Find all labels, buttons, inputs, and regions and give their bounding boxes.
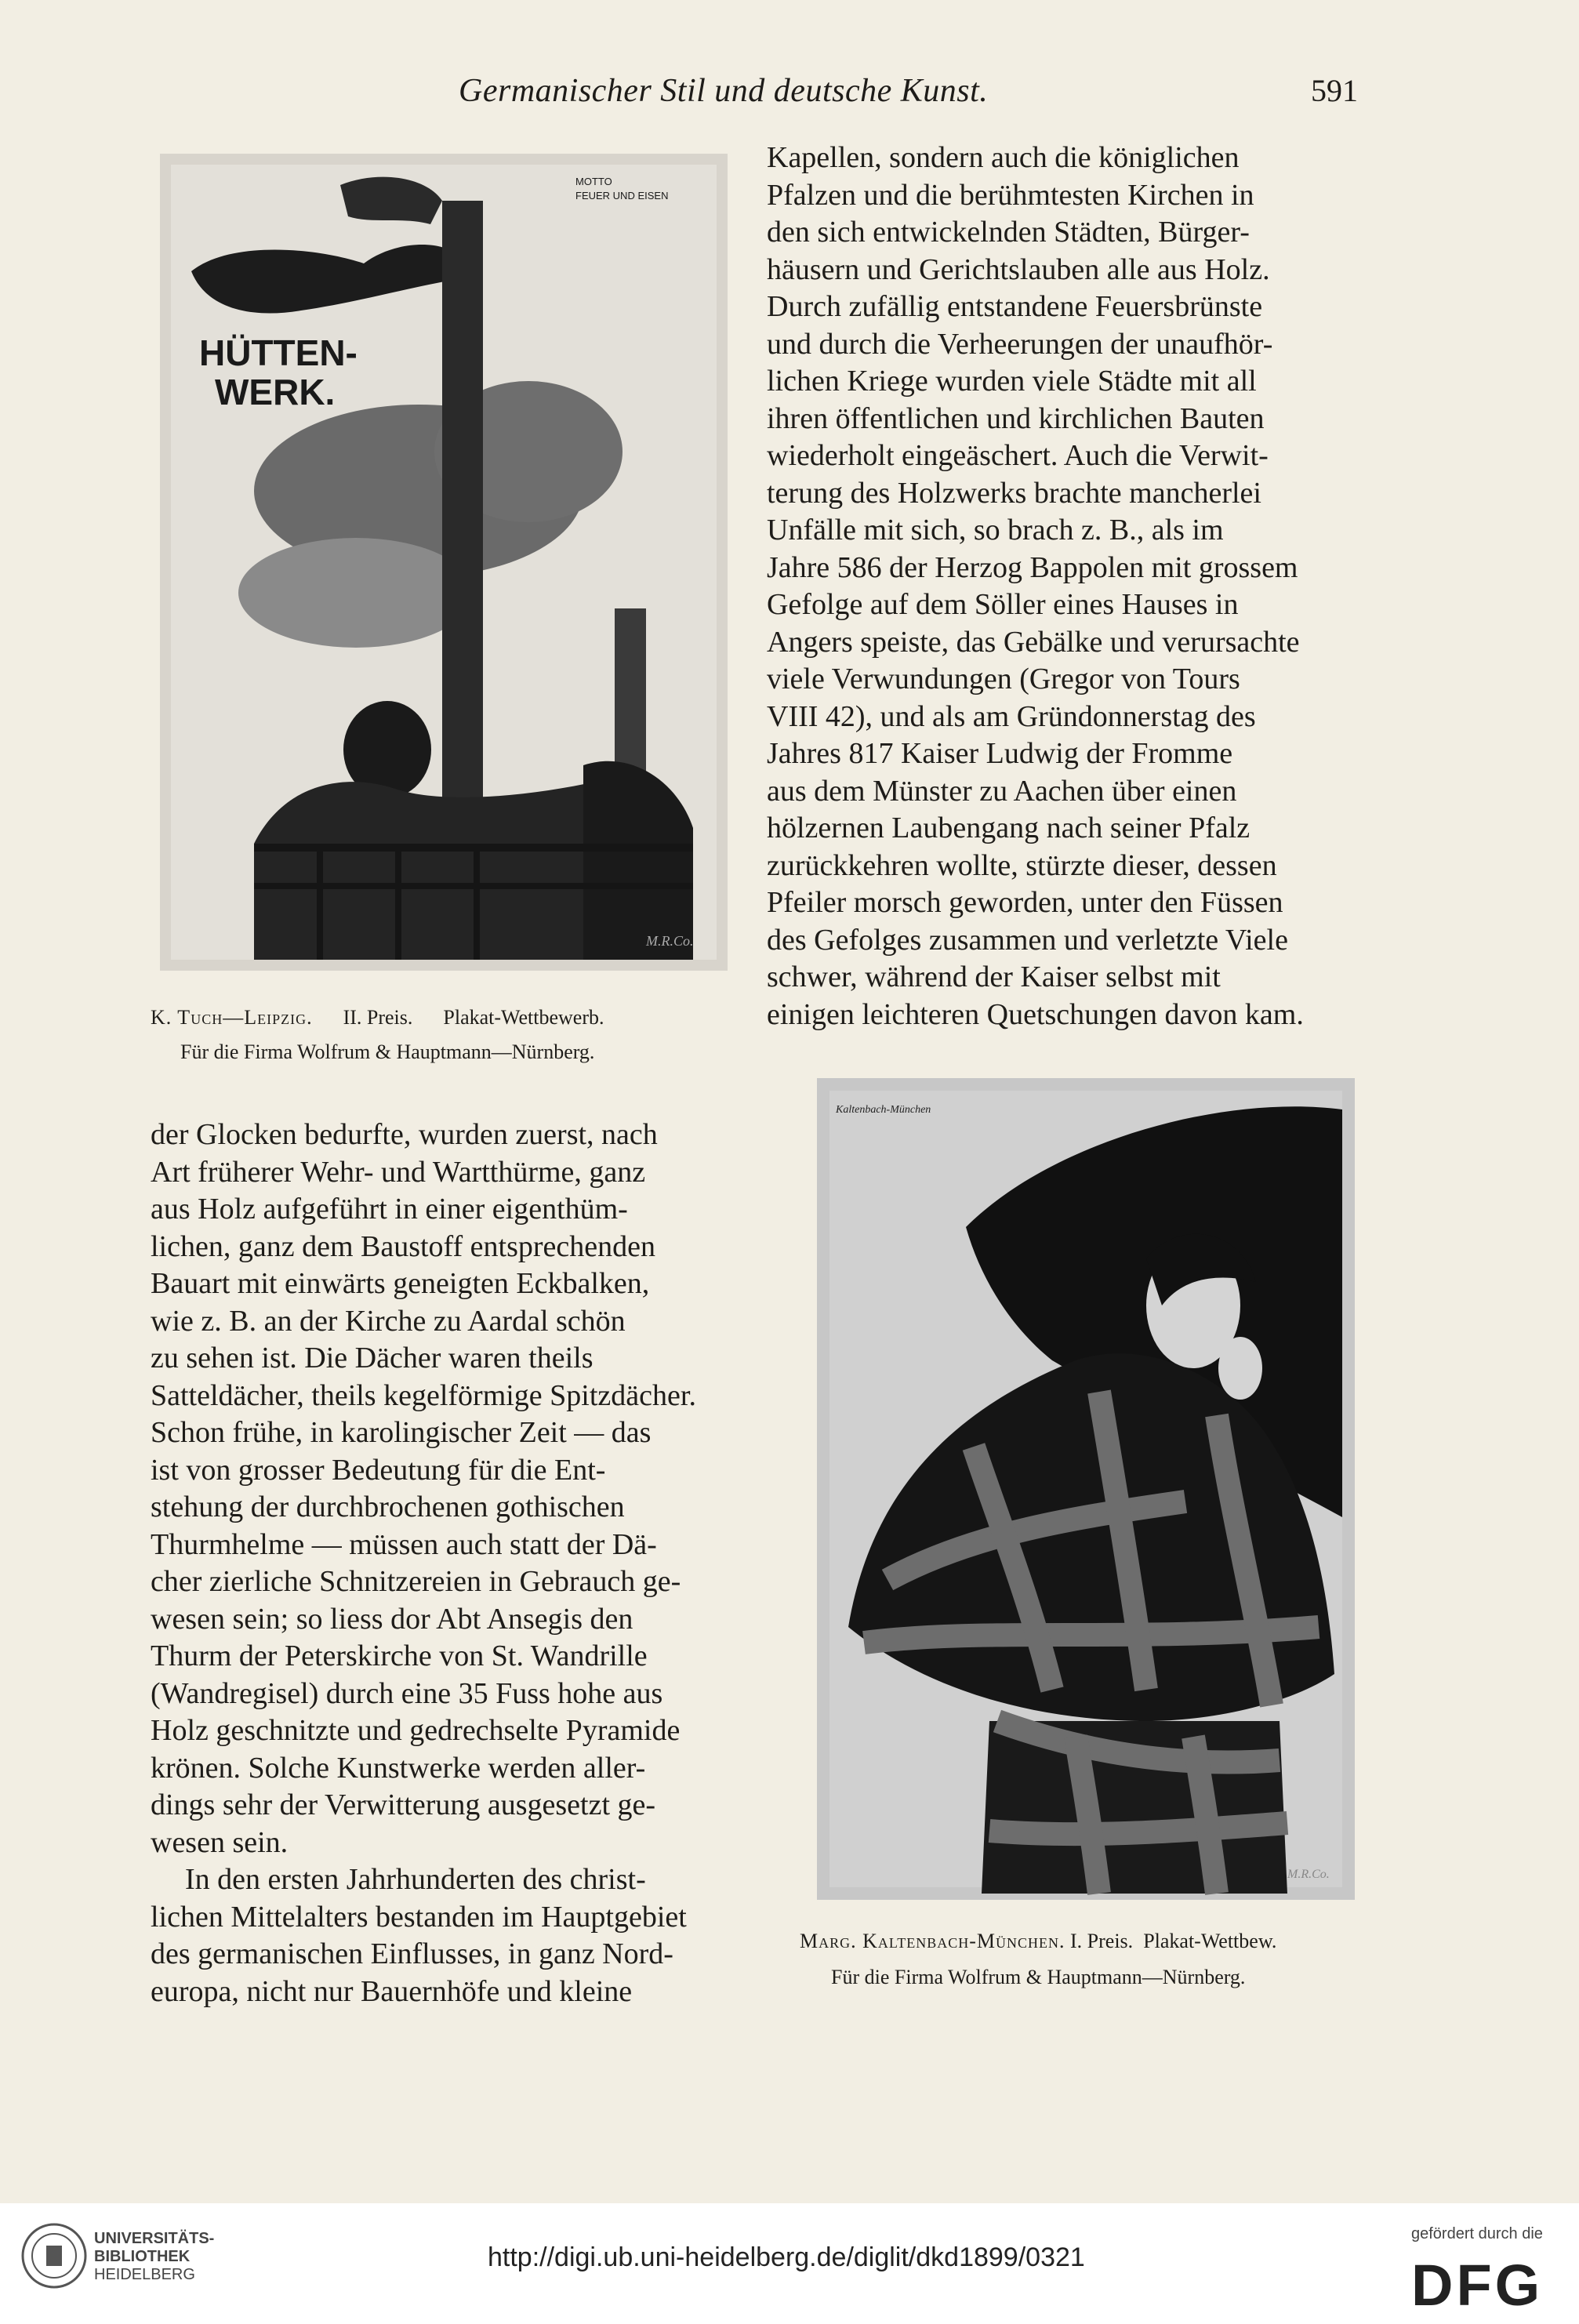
- text-line: zurückkehren wollte, stürzte dieser, dessen: [767, 848, 1277, 882]
- dfg-logo: DFG: [1411, 2253, 1544, 2318]
- text-line: Thurm der Peterskirche von St. Wandrille: [151, 1640, 648, 1672]
- text-line: Durch zufällig entstandene Feuersbrünste: [767, 290, 1263, 323]
- text-line: Holz geschnitzte und gedrechselte Pyramide: [151, 1714, 681, 1747]
- poster-signature: M.R.Co.: [646, 933, 694, 949]
- text-line: krönen. Solche Kunstwerke werden aller-: [151, 1751, 646, 1785]
- text-line: Kapellen, sondern auch die königlichen: [767, 141, 1240, 174]
- figure1-caption-line1: [151, 1002, 604, 1033]
- text-line: europa, nicht nur Bauernhöfe und kleine: [151, 1974, 633, 2008]
- text-line: wiederholt eingeäschert. Auch die Verwit-: [767, 439, 1269, 472]
- text-line: ihren öffentlichen und kirchlichen Bauten: [767, 401, 1265, 435]
- text-line: Pfalzen und die berühmtesten Kirchen in: [767, 178, 1254, 212]
- text-line: Unfälle mit sich, so brach z. B., als im: [767, 514, 1224, 547]
- text-line: Bauart mit einwärts geneigten Eckbalken,: [151, 1267, 650, 1300]
- running-header-title: Germanischer Stil und deutsche Kunst.: [459, 73, 989, 109]
- text-line: cher zierliche Schnitzereien in Gebrauch ge-: [151, 1565, 681, 1598]
- text-line: Satteldächer, theils kegelförmige Spitzdächer.: [151, 1378, 696, 1412]
- text-line: Schon frühe, in karolingischer Zeit — das: [151, 1416, 652, 1449]
- text-line: VIII 42), und als am Gründonnerstag des: [767, 699, 1256, 733]
- page-number: 591: [1311, 73, 1358, 108]
- digitization-footer: [0, 2203, 1579, 2324]
- text-line: (Wandregisel) durch eine 35 Fuss hohe aus: [151, 1676, 663, 1710]
- funding-note: gefördert durch die: [1411, 2225, 1543, 2242]
- text-line: einigen leichteren Quetschungen davon kam.: [767, 997, 1304, 1031]
- text-line: schwer, während der Kaiser selbst mit: [767, 960, 1221, 993]
- text-line: und durch die Verheerungen der unaufhör-: [767, 327, 1273, 361]
- text-line: wie z. B. an der Kirche zu Aardal schön: [151, 1304, 626, 1338]
- text-line: lichen Mittelalters bestanden im Hauptgebiet: [151, 1900, 687, 1934]
- figure2-caption-line1: [800, 1926, 1276, 1957]
- permalink-url[interactable]: http://digi.ub.uni-heidelberg.de/diglit/dkd1899/0321: [488, 2242, 1085, 2272]
- text-line: dings sehr der Verwitterung ausgesetzt ge-: [151, 1788, 656, 1821]
- text-line: Angers speiste, das Gebälke und verursachte: [767, 625, 1300, 659]
- left-column-text: [151, 1117, 748, 2010]
- figure1-caption-author: K. Tuch—Leipzig.: [151, 1006, 313, 1029]
- text-line: der Glocken bedurfte, wurden zuerst, nach: [151, 1118, 658, 1151]
- figure2-caption-contest: Plakat-Wettbew.: [1143, 1930, 1277, 1952]
- poster-title-line2: WERK.: [215, 372, 336, 412]
- poster-umbrella-woman-illustration: [817, 1078, 1355, 1900]
- right-column-text: [767, 140, 1370, 1033]
- text-line: Jahre 586 der Herzog Bappolen mit grossem: [767, 550, 1298, 584]
- text-line: den sich entwickelnden Städten, Bürger-: [767, 216, 1250, 249]
- text-line: Gefolge auf dem Söller eines Hauses in: [767, 588, 1239, 621]
- university-seal-icon: [20, 2222, 88, 2290]
- figure1-caption-prize: II. Preis.: [343, 1006, 413, 1029]
- institution-line: UNIVERSITÄTS-: [94, 2230, 215, 2247]
- text-line: aus Holz aufgeführt in einer eigenthüm-: [151, 1193, 628, 1226]
- text-line: Pfeiler morsch geworden, unter den Füssen: [767, 886, 1283, 919]
- text-line: terung des Holzwerks brachte mancherlei: [767, 476, 1261, 510]
- figure2-caption-author: Marg. Kaltenbach-München.: [800, 1930, 1065, 1952]
- text-line: lichen Kriege wurden viele Städte mit all: [767, 365, 1257, 398]
- text-line: Jahres 817 Kaiser Ludwig der Fromme: [767, 737, 1233, 770]
- text-line: zu sehen ist. Die Dächer waren theils: [151, 1342, 593, 1374]
- text-line: ist von grosser Bedeutung für die Ent-: [151, 1453, 606, 1487]
- text-line: wesen sein.: [151, 1825, 289, 1859]
- text-line: Art früherer Wehr- und Wartthürme, ganz: [151, 1155, 646, 1189]
- poster2-signature-top: Kaltenbach-München: [836, 1104, 931, 1116]
- poster2-signature-bottom: M.R.Co.: [1287, 1868, 1330, 1881]
- text-line: des Gefolges zusammen und verletzte Viele: [767, 923, 1288, 957]
- text-line: aus dem Münster zu Aachen über einen: [767, 774, 1237, 808]
- figure2-caption-line2: Für die Firma Wolfrum & Hauptmann—Nürnberg.: [831, 1966, 1246, 1988]
- text-line: häusern und Gerichtslauben alle aus Holz.: [767, 252, 1270, 286]
- poster-title-line1: HÜTTEN-: [199, 332, 358, 373]
- figure1-caption-contest: Plakat-Wettbewerb.: [443, 1006, 604, 1029]
- text-line: hölzernen Laubengang nach seiner Pfalz: [767, 812, 1250, 844]
- text-line: viele Verwundungen (Gregor von Tours: [767, 663, 1240, 695]
- university-library-name: [94, 2230, 214, 2284]
- poster-umbrella-woman-image: [817, 1078, 1355, 1900]
- institution-line: BIBLIOTHEK: [94, 2248, 191, 2265]
- text-line: Thurmhelme — müssen auch statt der Dä-: [151, 1527, 657, 1561]
- poster-huettenwerk-illustration: [160, 154, 728, 971]
- text-line: lichen, ganz dem Baustoff entsprechenden: [151, 1229, 656, 1263]
- text-line: stehung der durchbrochenen gothischen: [151, 1491, 625, 1523]
- text-line: des germanischen Einflusses, in ganz Nord-: [151, 1937, 673, 1970]
- poster-motto-text: FEUER UND EISEN: [575, 190, 669, 202]
- poster-huettenwerk-image: [160, 154, 728, 971]
- poster-motto-label: MOTTO: [575, 176, 612, 187]
- text-line: wesen sein; so liess dor Abt Ansegis den: [151, 1602, 633, 1636]
- text-line: In den ersten Jahrhunderten des christ-: [185, 1863, 646, 1896]
- figure1-caption-line2: Für die Firma Wolfrum & Hauptmann—Nürnberg.: [180, 1040, 595, 1063]
- figure2-caption-prize: I. Preis.: [1070, 1930, 1134, 1952]
- institution-line: HEIDELBERG: [94, 2266, 195, 2283]
